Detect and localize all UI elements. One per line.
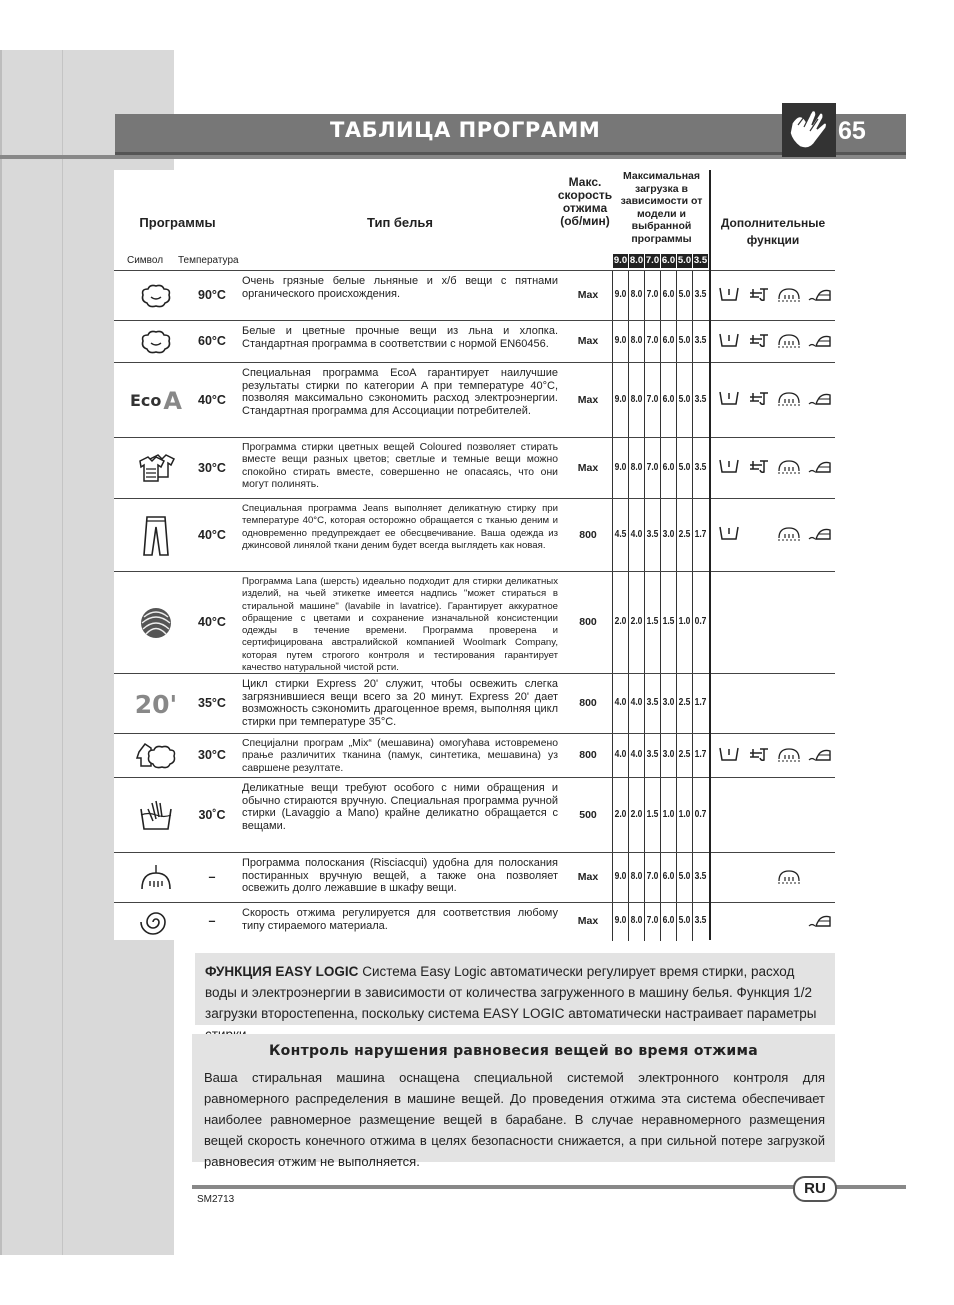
load-divider [676,499,677,572]
row-temperature: 30°C [198,748,226,762]
easy-iron-icon [807,457,831,480]
row-max-speed: Max [577,393,599,406]
eco-a-icon [126,363,186,438]
load-divider [692,572,693,674]
row-load-value: 1.0 [678,616,691,627]
easy-iron-icon [807,285,831,308]
row-description: Программа стирки цветных вещей Coloured позволяет стирать вместе вещи разных цветов; светлые и темные вещи можно спокойно стирать вместе, совершенно не опасаясь, что они могут полинять. [242,442,558,490]
row-load-value: 8.0 [630,871,643,882]
load-divider [660,438,661,499]
row-load-value: 0.7 [694,616,707,627]
row-load-value: 1.5 [646,616,659,627]
load-divider [660,903,661,941]
prewash-icon [717,524,741,547]
row-max-speed: Max [577,289,599,301]
load-divider [676,438,677,499]
balance-text: Ваша стиральная машина оснащена специальной системой электронного контроля для равномерного распределения в машине вещей. До проведения отжима эта система обеспечивает наиболее равномерное размещение вещей в барабане. В случае неравномерного размещения вещей скорость конечного отжима в целях безопасности снижается, а при сильной потере загрузкой равновесия отжим не выполняется. [204,1070,825,1169]
load-divider [628,271,629,321]
row-description: Белые и цветные прочные вещи из льна и хлопка. Стандартная программа в соответствии с нормой EN60456. [242,325,558,350]
temperature-icon [747,389,771,412]
page-number: 65 [838,117,866,145]
load-divider [692,853,693,903]
row-functions [714,572,834,674]
extra-rinse-icon [777,457,801,480]
row-load-value: 3.0 [662,528,675,540]
row-load-value: 9.0 [614,393,627,405]
load-divider [660,674,661,734]
load-divider [612,572,613,674]
load-divider [676,778,677,853]
row-load-value: 7.0 [646,461,659,473]
load-divider [628,778,629,853]
row-load-value: 9.0 [614,335,627,346]
row-load-value: 2.5 [678,697,691,708]
load-divider [644,363,645,438]
load-divider [612,734,613,778]
easy-iron-icon [807,389,831,412]
row-max-speed: Max [577,461,599,474]
row-load-value: 5.0 [678,393,691,405]
balance-control-box [192,1034,835,1169]
col-symbol-header: Символ [127,255,164,266]
row-load-value: 4.0 [630,697,643,708]
load-header-cell: 3.5 [693,255,708,266]
load-divider [660,734,661,778]
load-divider [612,778,613,853]
load-divider [660,853,661,903]
row-load-value: 5.0 [678,289,691,300]
row-description: Специальная программа EcoA гарантирует наилучшие результаты стирки по категории A при температуре 40°C, позволяя максимально сэкономить расход электроэнергии. Стандартная программа для Ассоциации потребителей. [242,367,558,417]
load-divider [612,674,613,734]
load-divider [644,903,645,941]
row-load-value: 2.5 [678,528,691,540]
row-functions [714,674,834,734]
row-functions [714,321,834,363]
row-load-value: 6.0 [662,915,675,926]
load-divider [644,853,645,903]
load-divider [628,674,629,734]
row-temperature: 30°C [198,460,226,475]
load-divider [644,499,645,572]
row-load-value: 3.5 [694,335,707,346]
row-load-value: 1.5 [646,808,659,820]
load-divider [692,778,693,853]
row-load-value: 4.0 [614,697,627,708]
load-divider [692,674,693,734]
extra-rinse-icon [777,524,801,547]
row-functions [714,903,834,941]
eco-a-label: A [163,386,182,415]
load-divider [612,438,613,499]
load-divider [644,734,645,778]
row-max-speed: Max [577,871,599,883]
load-divider [676,271,677,321]
row-load-value: 6.0 [662,393,675,405]
row-max-speed: Max [577,915,599,927]
row-load-value: 9.0 [614,871,627,882]
load-divider [692,903,693,941]
row-load-value: 1.5 [662,616,675,627]
table-row [114,362,835,438]
table-row [114,437,835,499]
row-max-speed: 800 [579,528,597,541]
row-max-speed: 500 [579,808,597,821]
row-temperature: 40°C [198,527,226,542]
load-divider [628,572,629,674]
row-load-value: 6.0 [662,461,675,473]
load-divider [612,853,613,903]
row-load-value: 1.7 [694,749,707,760]
row-load-value: 8.0 [630,335,643,346]
load-divider [660,271,661,321]
row-description: Программа Lana (шерсть) идеально подходит для стирки деликатных изделий, на чьей этикетке имеется надпись "может стираться в стиральной машине" (lavabile in lavatrice). Гарантирует аккуратное обращение с цветами и сохранение изначальной консистенции одежды в течение времени. Программа проверена и сертифицирована австралийской компанией Woolmark Company, которая путем строгого контроля и тестирования гарантирует качество натуральной чистой рсти. [242,576,558,674]
load-column-border [709,170,711,940]
prewash-icon [717,389,741,412]
row-functions [714,271,834,321]
row-load-value: 7.0 [646,871,659,882]
easy-iron-icon [807,331,831,354]
row-load-value: 4.5 [614,528,627,540]
load-divider [692,321,693,363]
load-divider [644,572,645,674]
load-divider [660,499,661,572]
load-divider [644,674,645,734]
row-description: Цикл стирки Express 20' служит, чтобы освежить слегка загрязнившиеся вещи всего за 20 минут. Express 20' дает возможность сэкономить драгоценное время, выполняя цикл стирки при температуре 35°C. [242,678,558,728]
col-programs-header: Программы [139,215,216,230]
row-load-value: 5.0 [678,461,691,473]
row-load-value: 9.0 [614,461,627,473]
row-load-value: 3.0 [662,749,675,760]
prewash-icon [717,745,741,768]
row-max-speed: Max [577,335,599,347]
row-load-value: 6.0 [662,871,675,882]
wool-icon [126,572,186,674]
mix-icon [126,734,186,778]
row-load-value: 7.0 [646,289,659,300]
load-divider [676,734,677,778]
row-functions [714,734,834,778]
load-divider [612,363,613,438]
row-load-value: 1.7 [694,697,707,708]
hand-icon [782,103,836,157]
row-load-value: 6.0 [662,289,675,300]
row-functions [714,778,834,853]
row-load-value: 4.0 [630,528,643,540]
load-divider [660,778,661,853]
easy-logic-text: Система Easy Logic автоматически регулирует время стирки, расход воды и электроэнергии в зависимости от количества загруженного в машину белья. Функция 1/2 загрузки второстепенна, поскольку система EASY LOGIC автоматически настраивает параметры [205,964,817,1021]
load-divider [676,321,677,363]
row-load-value: 3.5 [694,871,707,882]
row-load-value: 8.0 [630,289,643,300]
row-temperature: 90°C [198,288,226,302]
extra-rinse-icon [777,867,801,890]
table-row [114,498,835,572]
row-load-value: 2.0 [614,616,627,627]
col-temperature-header: Температура [178,255,239,266]
row-load-value: 3.5 [646,528,659,540]
row-load-value: 6.0 [662,335,675,346]
row-load-value: 3.5 [694,461,707,473]
easy-logic-title: ФУНКЦИЯ EASY LOGIC [205,964,359,979]
row-load-value: 4.0 [630,749,643,760]
load-divider [612,321,613,363]
row-temperature: – [208,914,216,928]
sidebar-edge [0,50,2,1255]
row-load-value: 2.0 [630,808,643,820]
easy-iron-icon [807,745,831,768]
row-temperature: 35°C [198,696,226,710]
row-max-speed: 800 [579,616,597,628]
load-divider [628,853,629,903]
coloured-icon [126,438,186,499]
sidebar-divider [62,50,63,1255]
row-load-value: 1.7 [694,528,707,540]
load-header-cell: 6.0 [661,255,676,266]
row-load-value: 7.0 [646,915,659,926]
rinse-icon [126,853,186,903]
load-divider [676,853,677,903]
load-divider [692,363,693,438]
language-badge: RU [793,1176,837,1202]
row-load-value: 3.5 [646,749,659,760]
row-load-value: 5.0 [678,915,691,926]
load-divider [692,499,693,572]
row-load-value: 1.0 [662,808,675,820]
temperature-icon [747,457,771,480]
balance-title: Контроль нарушения равновесия вещей во время отжима [268,1043,759,1059]
table-row [114,902,835,941]
row-load-value: 8.0 [630,915,643,926]
load-divider [692,438,693,499]
row-load-value: 3.5 [694,915,707,926]
load-divider [644,321,645,363]
table-row [114,320,835,363]
load-header-cell: 8.0 [629,255,644,266]
row-temperature: – [208,870,216,884]
row-description: Специальная программа Jeans выполняет деликатную стирку при температуре 40°C, которая осторожно обращается с тканью деним и одновременно предупреждает ее обесцвечивание. Ваша одежда из джинсовой линялой ткани деним будет всегда выглядеть как новая. [242,503,558,551]
table-row [114,270,835,321]
row-functions [714,499,834,572]
col-load-header: Максимальная загрузка в зависимости от модели и выбранной программы [620,170,703,245]
row-load-value: 7.0 [646,393,659,405]
row-description: Скорость отжима регулируется для соответствия любому типу стираемого материала. [242,907,558,932]
temperature-icon [747,285,771,308]
temperature-icon [747,331,771,354]
cotton-icon [126,321,186,363]
load-header-cell: 5.0 [677,255,692,266]
extra-rinse-icon [777,331,801,354]
jeans-icon [126,499,186,572]
row-description: Программа полоскания (Risciacqui) удобна для полоскания постиранных вручную вещей, а также она позволяет освежить долго лежавшие в шкафу вещи. [242,857,558,895]
easy-iron-icon [807,524,831,547]
row-temperature: 40°C [198,615,226,629]
eco-label: Eco [130,391,162,410]
load-divider [612,903,613,941]
extra-rinse-icon [777,389,801,412]
row-load-value: 3.5 [694,393,707,405]
row-load-value: 4.0 [614,749,627,760]
row-max-speed: 800 [579,749,597,761]
load-divider [628,734,629,778]
load-divider [676,903,677,941]
spin-icon [126,903,186,941]
load-divider [644,778,645,853]
row-description: Очень грязные белые льняные и х/б вещи с пятнами органического происхождения. [242,275,558,300]
row-load-value: 2.5 [678,749,691,760]
row-load-value: 0.7 [694,808,707,820]
prewash-icon [717,457,741,480]
row-load-value: 5.0 [678,871,691,882]
row-functions [714,853,834,903]
extra-rinse-icon [777,745,801,768]
load-divider [660,321,661,363]
row-load-value: 3.0 [662,697,675,708]
row-load-value: 3.5 [694,289,707,300]
col-type-header: Тип белья [367,215,433,230]
load-divider [692,271,693,321]
document-code: SM2713 [197,1194,235,1205]
cotton-icon [126,271,186,321]
load-divider [644,271,645,321]
load-divider [628,499,629,572]
col-speed-header: Макс. скорость отжима (об/мин) [557,175,613,228]
prewash-icon [717,331,741,354]
easy-iron-icon [807,911,831,934]
load-divider [644,438,645,499]
row-load-value: 9.0 [614,915,627,926]
load-header-cell: 7.0 [645,255,660,266]
table-row [114,852,835,903]
table-row [114,673,835,734]
row-max-speed: 800 [579,697,597,709]
row-temperature: 60°C [198,334,226,348]
load-divider [628,438,629,499]
table-row [114,777,835,853]
row-load-value: 9.0 [614,289,627,300]
load-divider [612,499,613,572]
load-divider [628,903,629,941]
load-divider [660,363,661,438]
row-load-value: 8.0 [630,393,643,405]
row-temperature: 40°C [198,392,226,407]
load-divider [692,734,693,778]
extra-rinse-icon [777,285,801,308]
table-row [114,733,835,778]
row-load-value: 5.0 [678,335,691,346]
load-divider [628,363,629,438]
express-icon [126,674,186,734]
temperature-icon [747,745,771,768]
row-load-value: 2.0 [630,616,643,627]
table-row [114,571,835,674]
row-temperature: 30˚C [198,807,226,822]
page-title: ТАБЛИЦА ПРОГРАММ [330,118,601,142]
row-load-value: 8.0 [630,461,643,473]
prewash-icon [717,285,741,308]
row-load-value: 7.0 [646,335,659,346]
load-divider [676,572,677,674]
row-description: Специјални програм „Mix“ (мешавина) омогућава истовремено прање различитих тканина (памук, синтетика, мешавина) уз савршене резултате. [242,738,558,774]
col-functions-header: Дополнительные функции [720,216,826,247]
row-load-value: 1.0 [678,808,691,820]
load-divider [612,271,613,321]
load-divider [628,321,629,363]
row-functions [714,363,834,438]
row-description: Деликатные вещи требуют особого с ними обращения и обычно стираются вручную. Специальная программа ручной стирки (Lavaggio a Mano) крайне деликатно обращается с вещами. [242,782,558,832]
load-header-cell: 9.0 [613,255,628,266]
load-divider [676,363,677,438]
handwash-icon [126,778,186,853]
easy-logic-box [195,953,835,1025]
load-divider [676,674,677,734]
load-divider [660,572,661,674]
row-load-value: 2.0 [614,808,627,820]
express-label: 20' [134,689,178,719]
row-functions [714,438,834,499]
title-underline [0,155,906,159]
row-load-value: 3.5 [646,697,659,708]
